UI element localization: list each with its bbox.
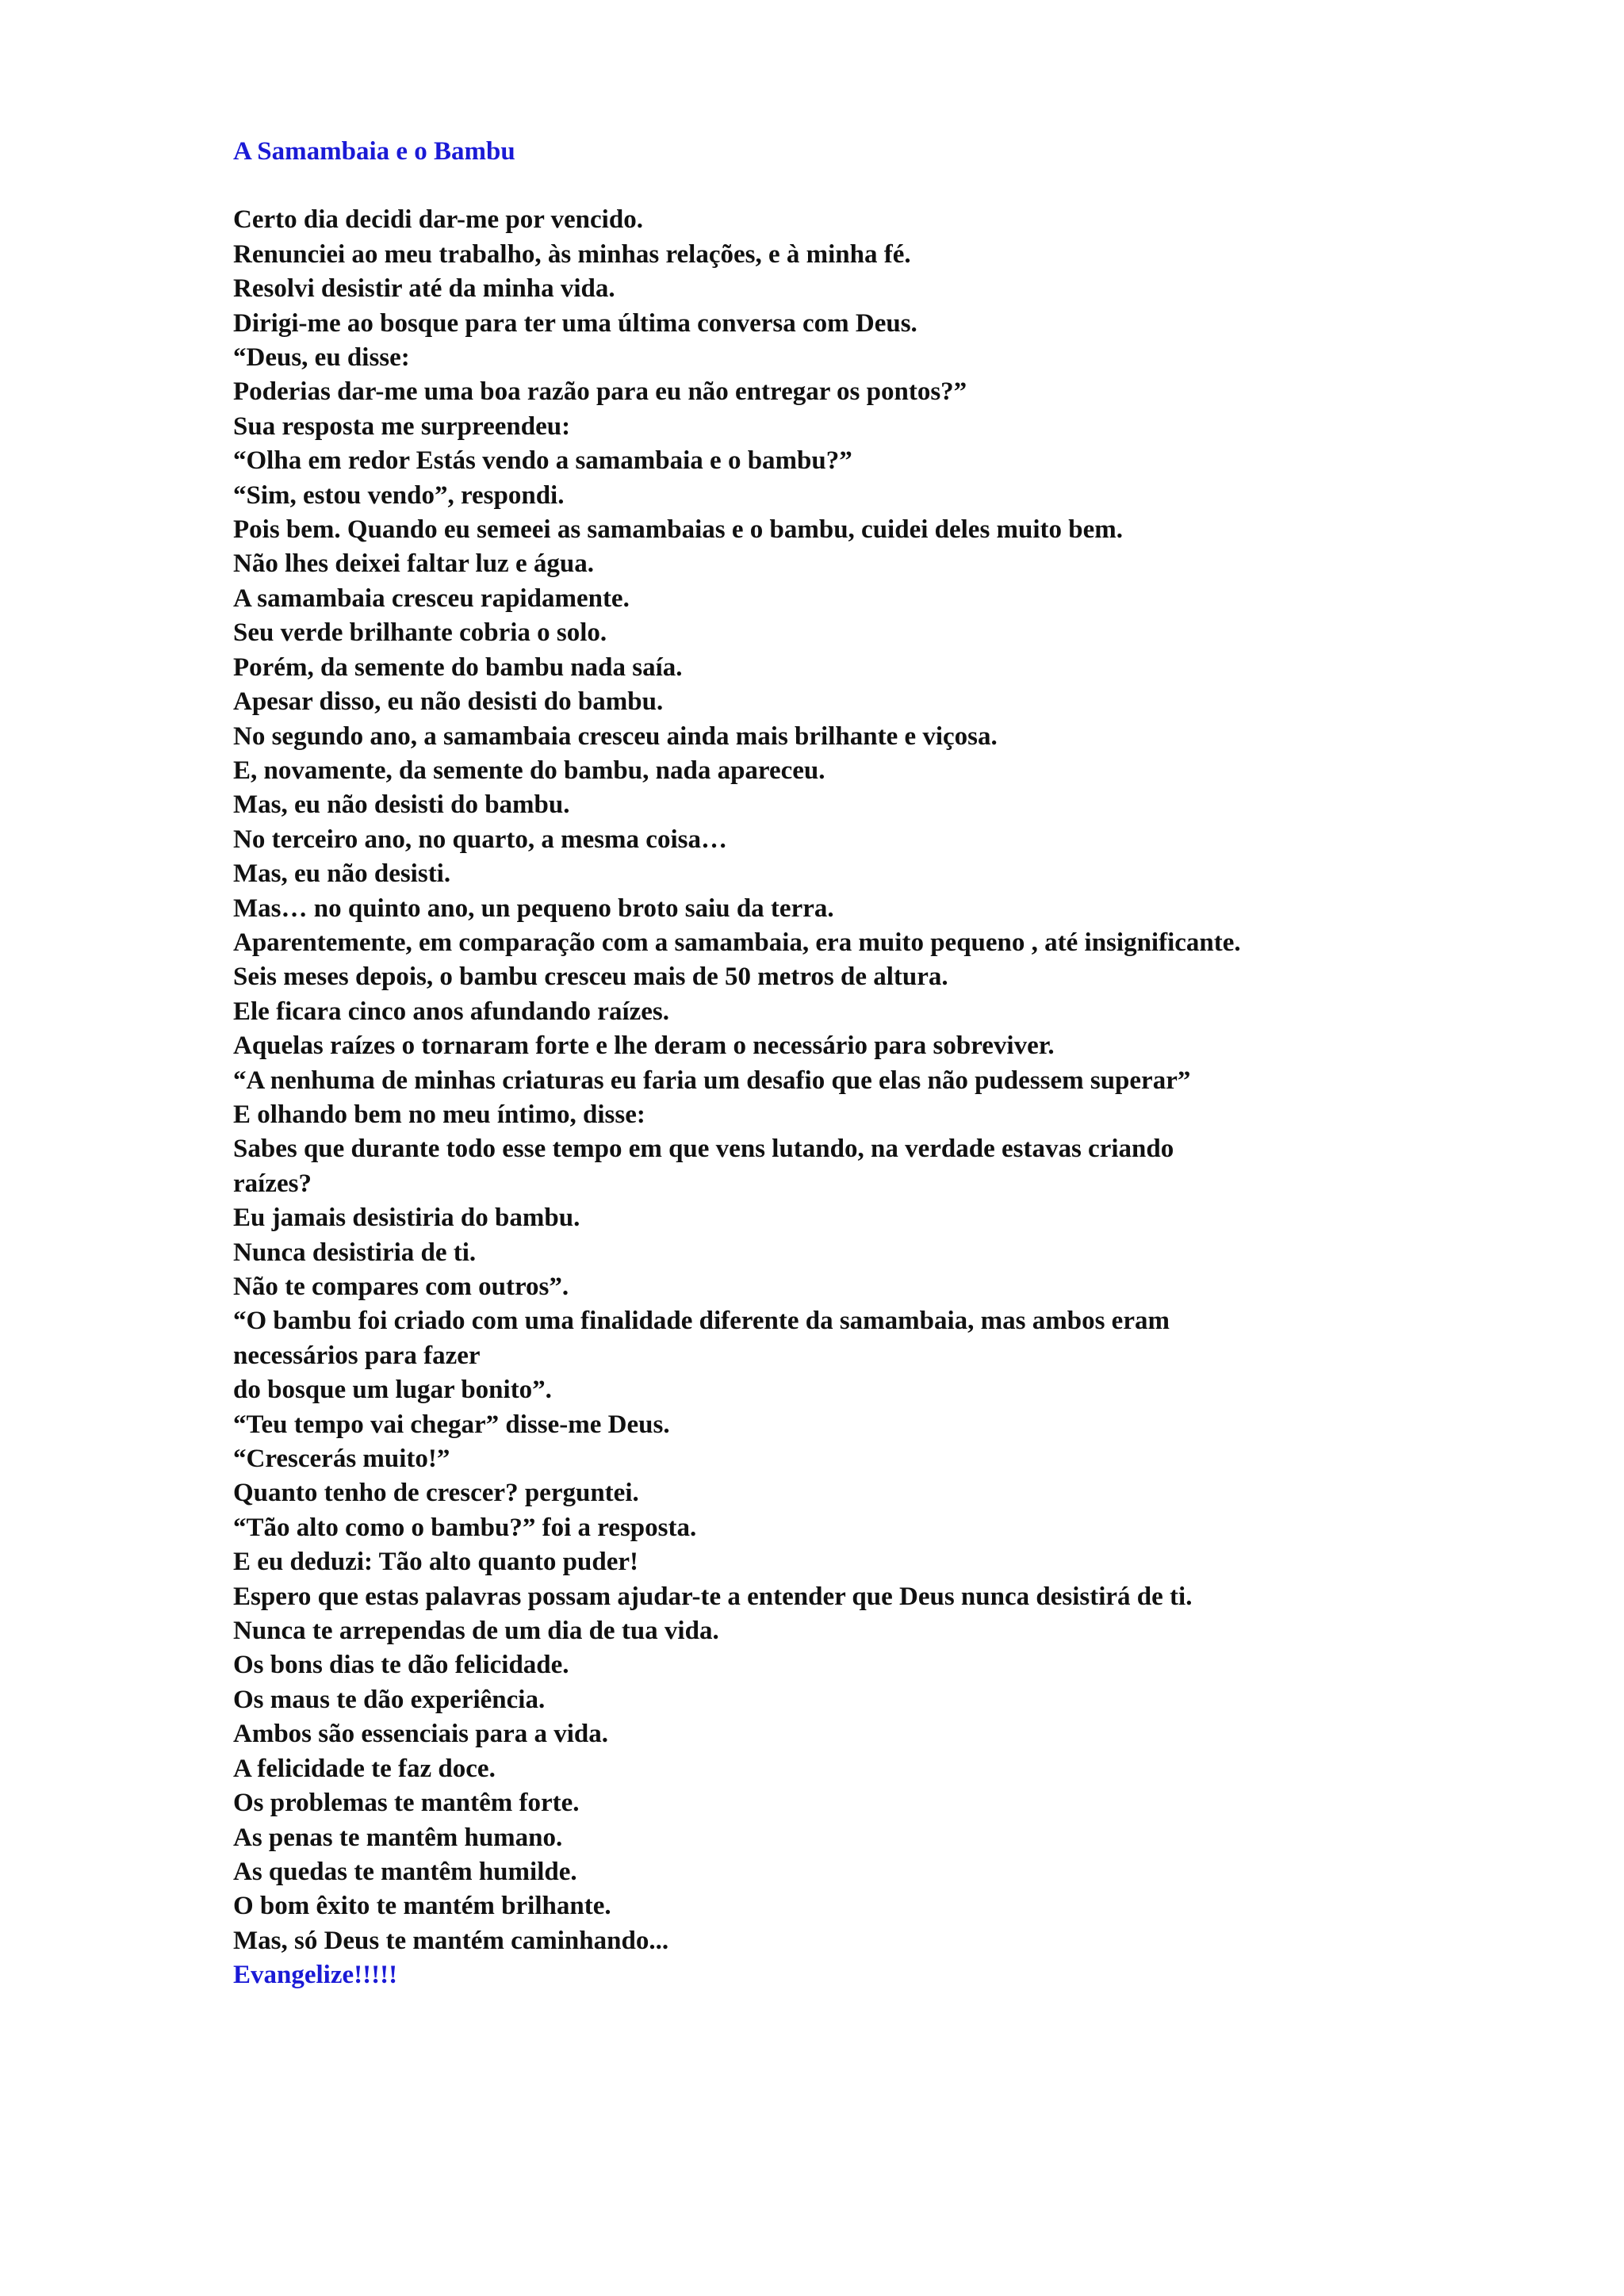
text-line: Renunciei ao meu trabalho, às minhas relações, e à minha fé. — [233, 239, 911, 269]
text-line: “Tão alto como o bambu?” foi a resposta. — [233, 1513, 697, 1542]
text-line: Aparentemente, em comparação com a samambaia, era muito pequeno , até insignificante. — [233, 928, 1241, 957]
text-line: Poderias dar-me uma boa razão para eu não entregar os pontos?” — [233, 377, 967, 407]
text-line: “A nenhuma de minhas criaturas eu faria um desafio que elas não pudessem superar” — [233, 1066, 1191, 1095]
text-line: Seu verde brilhante cobria o solo. — [233, 618, 607, 648]
text-line: Seis meses depois, o bambu cresceu mais de 50 metros de altura. — [233, 962, 948, 992]
text-line: E eu deduzi: Tão alto quanto puder! — [233, 1548, 638, 1577]
text-line: A samambaia cresceu rapidamente. — [233, 584, 630, 613]
text-line: A felicidade te faz doce. — [233, 1754, 496, 1783]
text-line: As quedas te mantêm humilde. — [233, 1857, 577, 1886]
text-line: Os problemas te mantêm forte. — [233, 1789, 580, 1818]
text-lines — [233, 203, 1581, 1958]
text-line: “O bambu foi criado com uma finalidade diferente da samambaia, mas ambos eram — [233, 1307, 1170, 1336]
text-line: Dirigi-me ao bosque para ter uma última conversa com Deus. — [233, 308, 917, 338]
text-line: Espero que estas palavras possam ajudar-te a entender que Deus nunca desistirá de ti. — [233, 1582, 1193, 1611]
closing-line: Evangelize!!!!! — [233, 1961, 398, 1990]
text-line: O bom êxito te mantém brilhante. — [233, 1892, 611, 1921]
text-line: raízes? — [233, 1169, 312, 1198]
text-line: Não te compares com outros”. — [233, 1272, 569, 1301]
text-line: “Olha em redor Estás vendo a samambaia e o bambu?” — [233, 446, 852, 476]
text-line: Sua resposta me surpreendeu: — [233, 411, 571, 441]
text-line: Os maus te dão experiência. — [233, 1685, 546, 1714]
text-line: Eu jamais desistiria do bambu. — [233, 1203, 580, 1233]
text-line: Quanto tenho de crescer? perguntei. — [233, 1479, 639, 1508]
text-line: Mas, só Deus te mantém caminhando... — [233, 1926, 669, 1955]
text-line: No terceiro ano, no quarto, a mesma coisa… — [233, 825, 727, 854]
text-line: Ambos são essenciais para a vida. — [233, 1720, 609, 1749]
text-line: E olhando bem no meu íntimo, disse: — [233, 1100, 645, 1129]
text-line: Sabes que durante todo esse tempo em que vens lutando, na verdade estavas criando — [233, 1135, 1174, 1164]
text-line: “Sim, estou vendo”, respondi. — [233, 480, 565, 510]
text-line: Os bons dias te dão felicidade. — [233, 1651, 569, 1680]
text-line: Porém, da semente do bambu nada saía. — [233, 652, 683, 682]
document-title: A Samambaia e o Bambu — [233, 137, 515, 166]
text-line: do bosque um lugar bonito”. — [233, 1376, 552, 1405]
text-line: Aquelas raízes o tornaram forte e lhe deram o necessário para sobreviver. — [233, 1031, 1055, 1061]
document-body — [233, 135, 1581, 1993]
text-line: Mas… no quinto ano, un pequeno broto saiu da terra. — [233, 894, 834, 923]
text-line: Nunca te arrependas de um dia de tua vida. — [233, 1617, 719, 1646]
text-line: Nunca desistiria de ti. — [233, 1238, 477, 1267]
text-line: Resolvi desistir até da minha vida. — [233, 274, 615, 304]
text-line: No segundo ano, a samambaia cresceu ainda mais brilhante e viçosa. — [233, 721, 998, 751]
text-line: Pois bem. Quando eu semeei as samambaias e o bambu, cuidei deles muito bem. — [233, 515, 1124, 545]
text-line: As penas te mantêm humano. — [233, 1823, 563, 1852]
text-line: “Teu tempo vai chegar” disse-me Deus. — [233, 1410, 670, 1439]
text-line: “Deus, eu disse: — [233, 343, 410, 373]
text-line: Apesar disso, eu não desisti do bambu. — [233, 687, 664, 717]
text-line: Não lhes deixei faltar luz e água. — [233, 549, 594, 579]
text-line: Ele ficara cinco anos afundando raízes. — [233, 997, 669, 1026]
text-line: Mas, eu não desisti. — [233, 859, 451, 889]
text-line: “Crescerás muito!” — [233, 1445, 450, 1474]
text-line: Mas, eu não desisti do bambu. — [233, 790, 570, 820]
text-line: necessários para fazer — [233, 1341, 481, 1370]
text-line: Certo dia decidi dar-me por vencido. — [233, 205, 643, 235]
text-line: E, novamente, da semente do bambu, nada apareceu. — [233, 756, 825, 785]
